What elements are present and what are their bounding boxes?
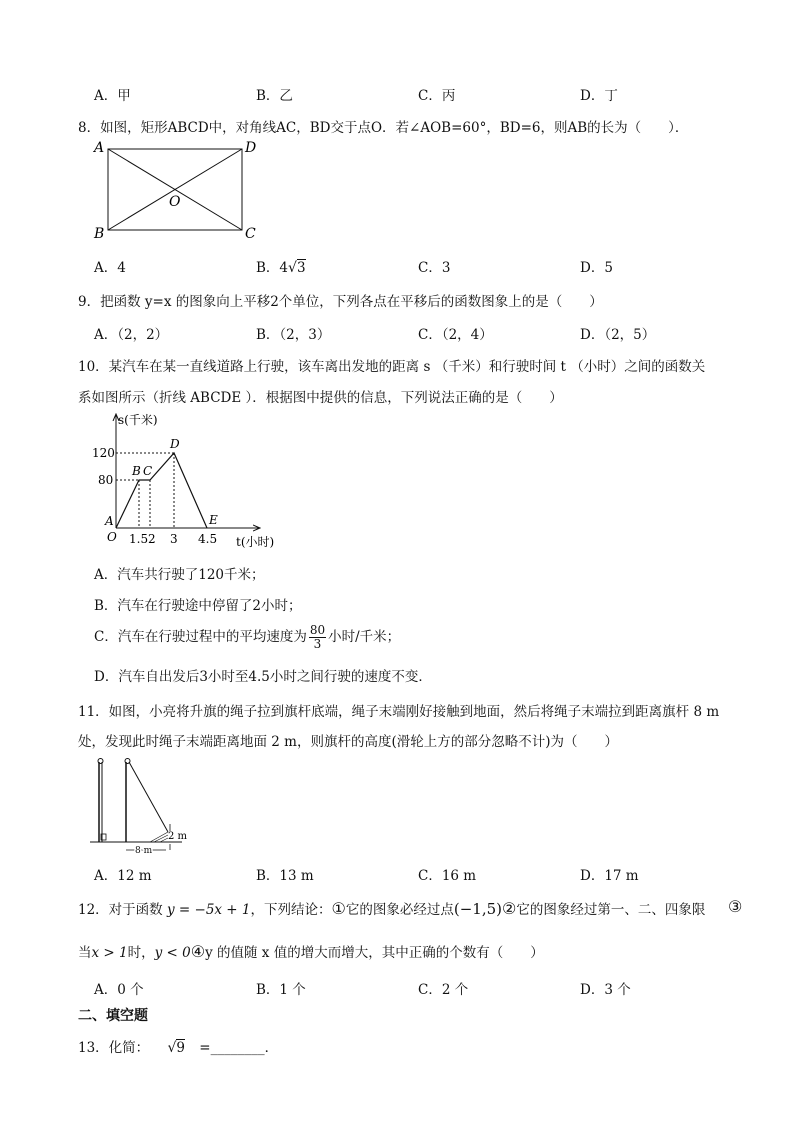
left-pulley	[98, 759, 103, 764]
label-o: O	[169, 194, 181, 210]
q13	[78, 1036, 278, 1056]
q8-rectangle-figure	[86, 134, 266, 244]
x-tick-3: 3	[170, 532, 178, 546]
q10-option-b: B．汽车在行驶途中停留了2小时；	[94, 598, 302, 614]
sqrt-sign-9: √	[167, 1040, 177, 1056]
q9-option-c: C．（2，4）	[418, 327, 493, 343]
q8-option-a: A．4	[94, 260, 126, 276]
q7-option-a: A．甲	[94, 88, 131, 104]
q10-option-a: A．汽车共行驶了120千米；	[94, 567, 265, 583]
q11-option-d: D．17 m	[580, 868, 639, 884]
q12-line2-c: y 的值随 x 值的增大而增大，其中正确的个数有（ ）	[205, 945, 544, 961]
point-c-label: C	[143, 464, 153, 478]
conclusion-4-marker: ④	[190, 942, 206, 961]
q13-radicand: 9	[176, 1040, 185, 1056]
fraction-numerator: 80	[309, 623, 326, 637]
q7-option-d: D．丁	[580, 88, 618, 104]
q8-option-c: C．3	[418, 260, 451, 276]
conclusion-1-marker: ①	[331, 899, 346, 918]
origin-label: O	[107, 530, 117, 544]
q7-option-b: B．乙	[256, 88, 293, 104]
q13-prefix: 13．化简：	[78, 1040, 150, 1056]
sqrt-radicand: 3	[296, 260, 306, 276]
hatch-1	[150, 832, 168, 842]
q11-stem-line2: 处，发现此时绳子末端距离地面 2 m，则旗杆的高度(滑轮上方的部分忽略不计)为（ ）	[78, 734, 619, 750]
q8-option-d: D．5	[580, 260, 613, 276]
label-b: B	[94, 226, 105, 242]
q8-option-b-label: B．4	[256, 260, 289, 276]
q10-stem-line1: 10．某汽车在某一直线道路上行驶，该车离出发地的距离 s （千米）和行驶时间 t （小时）之间的函数关	[78, 359, 706, 375]
q10-stem-line2: 系如图所示（折线 ABCDE ）．根据图中提供的信息，下列说法正确的是（ ）	[78, 390, 563, 406]
q10-option-c-post: 小时/千米；	[328, 629, 401, 645]
fraction-80-3	[309, 624, 326, 651]
polyline-abcde	[116, 453, 207, 528]
q9-option-b: B．（2，3）	[256, 327, 331, 343]
x-tick-2: 2	[148, 532, 156, 546]
q7-option-c: C．丙	[418, 88, 456, 104]
y-tick-120: 120	[92, 446, 115, 460]
q11-flagpole-figure	[90, 754, 190, 854]
point-a-label: A	[105, 514, 114, 528]
q9-stem: 9．把函数 y=x 的图象向上平移2个单位，下列各点在平移后的函数图象上的是（ ）	[78, 294, 603, 310]
dist-label: 8 m	[135, 846, 153, 854]
q9-option-a: A．（2，2）	[94, 327, 169, 343]
point-e-label: E	[209, 513, 218, 527]
label-c: C	[245, 226, 256, 242]
x-tick-4-5: 4.5	[198, 532, 218, 546]
conclusion-1-text: 它的图象必经过点	[345, 902, 454, 918]
q12-line2-a: 当	[78, 945, 92, 961]
q12-line2-b: 时，	[127, 945, 155, 961]
q11-option-a: A．12 m	[94, 868, 152, 884]
q12-prefix: 12．对于函数	[78, 902, 163, 918]
label-a: A	[94, 140, 105, 156]
y-axis-label: s(千米)	[118, 413, 158, 427]
q12-option-c: C．2 个	[418, 982, 469, 998]
fraction-denominator: 3	[313, 637, 322, 651]
q9-option-d: D．（2，5）	[580, 327, 656, 343]
q12-line2	[78, 941, 544, 961]
q8-option-b	[256, 256, 306, 276]
q10-option-c	[94, 624, 400, 651]
q11-option-b: B．13 m	[256, 868, 314, 884]
q8-stem: 8．如图，矩形ABCD中，对角线AC，BD交于点O．若∠AOB=60°，BD=6，则AB的长为（ ）．	[78, 120, 689, 136]
q12-cond-x: x > 1	[91, 945, 128, 961]
q10-option-c-pre: C．汽车在行驶过程中的平均速度为	[94, 629, 307, 645]
q13-answer-blank[interactable]: =________．	[199, 1040, 279, 1056]
q12-function: y = −5x + 1	[166, 902, 251, 918]
q11-stem-line1: 11．如图，小亮将升旗的绳子拉到旗杆底端，绳子末端刚好接触到地面，然后将绳子末端拉到距离旗杆 8 m	[78, 704, 720, 720]
slanted-rope	[129, 762, 168, 832]
y-tick-80: 80	[98, 473, 114, 487]
x-axis-label: t(小时)	[236, 535, 275, 549]
conclusion-2-marker: ②	[502, 899, 517, 918]
height-label: 2 m	[168, 831, 188, 842]
q12-option-d: D．3 个	[580, 982, 631, 998]
conclusion-2-text: 它的图象经过第一、二、四象限	[516, 902, 706, 918]
q12-line1	[78, 898, 705, 918]
q10-option-d: D．汽车自出发后3小时至4.5小时之间行驶的速度不变．	[94, 669, 432, 685]
section-2-title: 二、填空题	[78, 1008, 148, 1024]
point-b-label: B	[132, 464, 141, 478]
q12-mid: ，下列结论：	[250, 902, 332, 918]
q12-cond-y: y < 0	[154, 945, 191, 961]
q12-option-b: B．1 个	[256, 982, 306, 998]
label-d: D	[245, 140, 257, 156]
q10-graph	[88, 408, 288, 550]
conclusion-3-marker: ③	[728, 897, 743, 916]
x-tick-1-5: 1.5	[129, 532, 149, 546]
q11-option-c: C．16 m	[418, 868, 477, 884]
q12-point: (−1,5)	[453, 900, 502, 918]
point-d-label: D	[170, 437, 180, 451]
sqrt-sign: √	[288, 260, 297, 276]
q12-option-a: A．0 个	[94, 982, 144, 998]
